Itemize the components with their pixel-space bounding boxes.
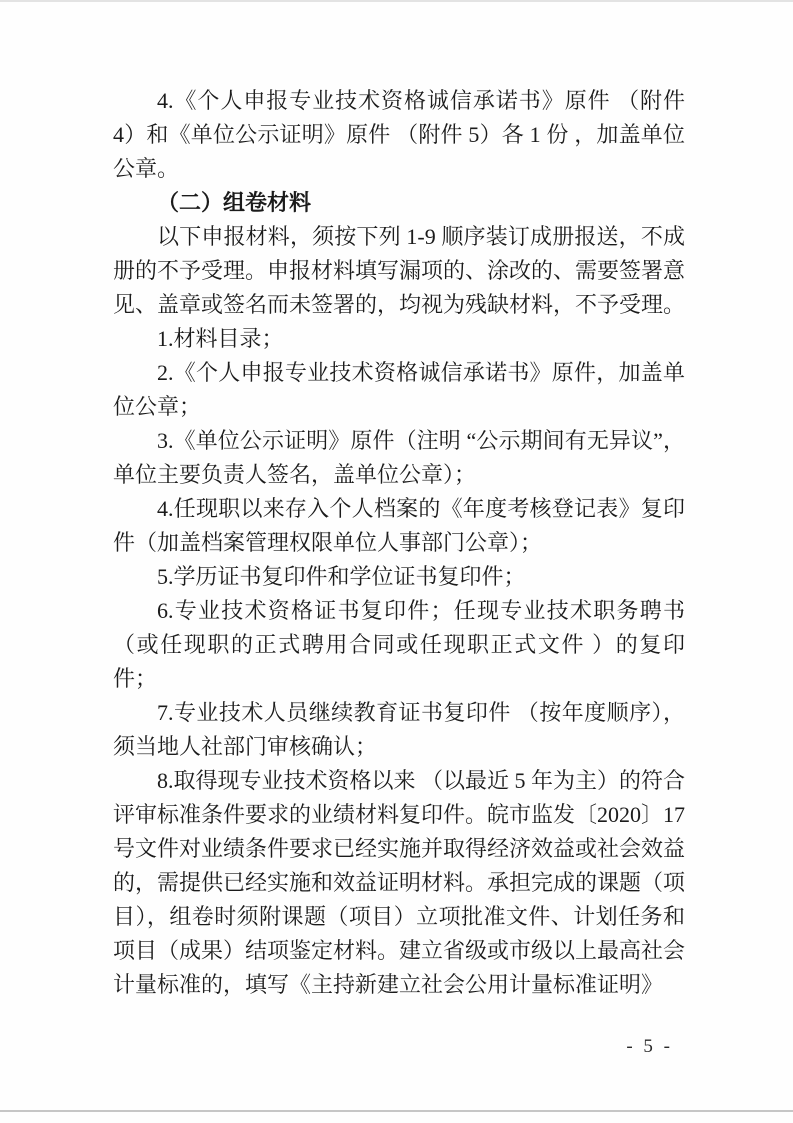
document-body bbox=[113, 84, 685, 1002]
list-item-8-performance-materials: 8.取得现专业技术资格以来 （以最近 5 年为主）的符合评审标准条件要求的业绩材料复印件。皖市监发〔2020〕17 号文件对业绩条件要求已经实施并取得经济效益或社会效益的，需提供已经实施和效益证明材料。承担完成的课题（项目），组卷时须附课题（项目）立项批准文件、计划任务和项目（成果）结项鉴定材料。建立省级或市级以上最高社会计量标准的，填写《主持新建立社会公用计量标准证明》 bbox=[113, 768, 686, 997]
list-item-2-commitment-letter: 2.《个人申报专业技术资格诚信承诺书》原件，加盖单位公章； bbox=[113, 360, 685, 419]
list-item-7-continuing-education-certificates: 7.专业技术人员继续教育证书复印件 （按年度顺序），须当地人社部门审核确认； bbox=[113, 700, 685, 759]
list-item-3-public-notice-certificate: 3.《单位公示证明》原件（注明 “公示期间有无异议”，单位主要负责人签名，盖单位公章）； bbox=[113, 428, 685, 487]
paragraph-binding-instructions: 以下申报材料，须按下列 1-9 顺序装订成册报送，不成册的不予受理。申报材料填写漏项的、涂改的、需要签署意见、盖章或签名而未签署的，均视为残缺材料，不予受理。 bbox=[113, 224, 686, 317]
list-item-6-qualification-certificate-copies: 6.专业技术资格证书复印件；任现专业技术职务聘书（或任现职的正式聘用合同或任现职正式文件 ）的复印件； bbox=[113, 598, 685, 691]
scan-edge-top-line bbox=[0, 0, 793, 2]
page-number: - 5 - bbox=[626, 1036, 673, 1057]
section-heading-binding-materials: （二）组卷材料 bbox=[157, 190, 312, 215]
list-item-1-material-catalog: 1.材料目录； bbox=[157, 326, 284, 351]
paragraph-attachment-originals: 4.《个人申报专业技术资格诚信承诺书》原件 （附件 4）和《单位公示证明》原件 （附件 5）各 1 份 ，加盖单位公章。 bbox=[113, 88, 685, 181]
page-footer bbox=[626, 1036, 673, 1058]
list-item-5-diploma-copies: 5.学历证书复印件和学位证书复印件； bbox=[157, 564, 526, 589]
scan-edge-bottom-line bbox=[0, 1110, 793, 1112]
list-item-4-annual-assessment-form: 4.任现职以来存入个人档案的《年度考核登记表》复印件（加盖档案管理权限单位人事部门公章）； bbox=[113, 496, 685, 555]
